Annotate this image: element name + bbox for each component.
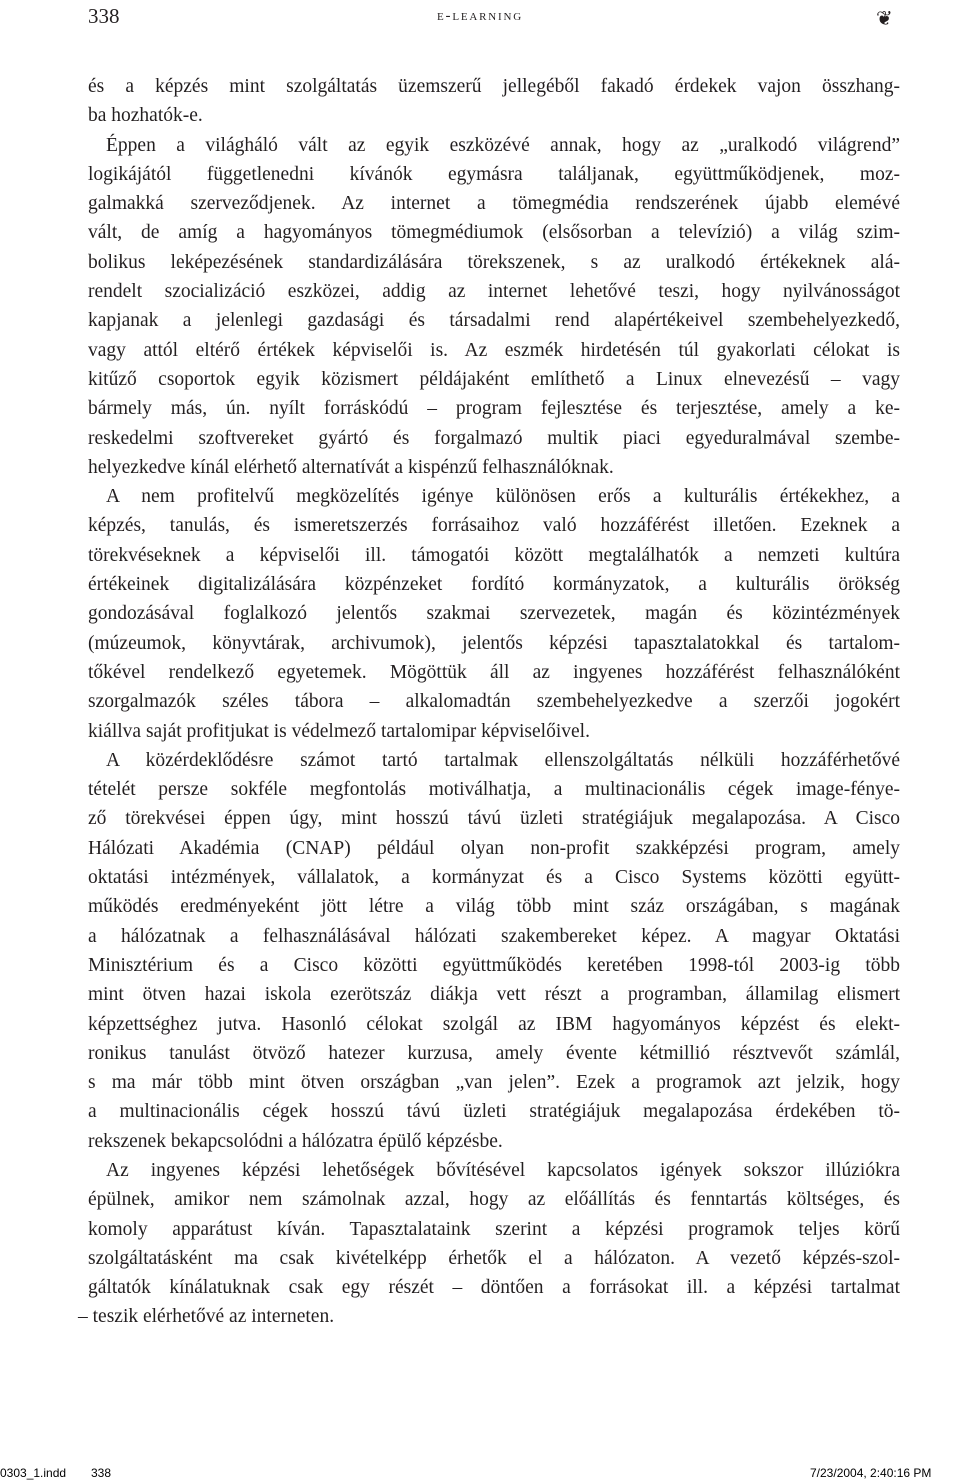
body-line: komoly apparátust kíván. Tapasztalataink szerint a képzési programok teljes körű [88,1218,900,1240]
body-line: vagy attól eltérő értékek képviselői is. Az eszmék hirdetésén túl gyakorlati célokat is [88,339,900,361]
page-number: 338 [88,4,120,28]
body-line: ző törekvései éppen úgy, mint hosszú távú üzleti stratégiájuk megalapozása. A Cisco [88,808,900,830]
body-line: bolikus leképezésének standardizálására törekszenek, s az uralkodó értékeknek alá- [88,251,900,273]
body-line: képzés, tanulás, és ismeretszerzés forrásaihoz való hozzáférést illetően. Ezeknek a [88,515,900,537]
slug-timestamp: 7/23/2004, 2:40:16 PM [810,1466,932,1480]
body-line: helyezkedve kínál elérhető alternatívát a kispénzű felhasználóknak. [88,456,614,478]
running-header [0,2,960,32]
body-line: kitűző csoportok egyik közismert példájaként említhető a Linux elnevezésű – vagy [88,368,900,390]
body-line: tőkével rendelkező egyetemek. Mögöttük áll az ingyenes hozzáférést felhasználóként [88,661,900,683]
paragraph-first-line: Az ingyenes képzési lehetőségek bővítésével kapcsolatos igények sokszor illúziókra [106,1159,900,1181]
body-line: épülnek, amikor nem számolnak azzal, hogy az előállítás és fenntartás költséges, és [88,1189,900,1211]
body-line: reskedelmi szoftvereket gyártó és forgalmazó multik piaci egyeduralmával szembe- [88,427,900,449]
body-line: rekszenek bekapcsolódni a hálózatra épülő képzésbe. [88,1130,503,1152]
running-title: e-learning [437,8,523,24]
body-line: törekvéseknek a képviselői ill. támogatói között megtalálhatók a nemzeti kultúra [88,544,900,566]
body-line: rendelt szocializáció eszközei, addig az internet lehetővé teszi, hogy nyilvánosságot [88,281,900,303]
body-text [78,72,900,1332]
body-line: bármely más, ún. nyílt forráskódú – program fejlesztése és terjesztése, amely a ke- [88,398,900,420]
body-line: a multinacionális cégek hosszú távú üzleti stratégiájuk megalapozása érdekében tö- [88,1101,900,1123]
body-line: ba hozhatók-e. [88,105,203,127]
body-line: oktatási intézmények, vállalatok, a kormányzat és a Cisco Systems közötti együtt- [88,867,900,889]
body-line: a hálózatnak a felhasználásával hálózati szakembereket képez. A magyar Oktatási [88,925,900,947]
body-line: ronikus tanulást ötvöző hatezer kurzusa, amely évente kétmillió résztvevőt számlál, [88,1042,900,1064]
body-line: gáltatók kínálatuknak csak egy részét – döntően a forrásokat ill. a képzési tartalmat [88,1277,900,1299]
body-line: és a képzés mint szolgáltatás üzemszerű jellegéből fakadó érdekek vajon összhang- [88,76,900,97]
body-line: működés eredményeként jött létre a világ több mint száz országában, s magának [88,896,900,918]
body-line: Hálózati Akadémia (CNAP) például olyan non-profit szakképzési program, amely [88,837,900,859]
body-line: – teszik elérhetővé az interneten. [78,1306,335,1328]
body-line: mint ötven hazai iskola ezerötszáz diákja vett részt a programban, államilag elismert [88,984,900,1006]
body-line: kapjanak a jelenlegi gazdasági és társadalmi rend alapértékeivel szembehelyezkedő, [88,310,900,332]
paragraph-first-line: Éppen a világháló vált az egyik eszközévé annak, hogy az „uralkodó világrend” [106,134,900,156]
body-line: galmakká szerveződjenek. Az internet a tömegmédia rendszerének újabb elemévé [88,193,900,215]
body-line: képzettséghez jutva. Hasonló célokat szolgál az IBM hagyományos képzést és elekt- [88,1013,900,1035]
body-line: (múzeumok, könyvtárak, archivumok), jelentős képzési tapasztalatokkal és tartalom- [88,632,900,654]
body-line: kiállva saját profitjukat is védelmező tartalomipar képviselőivel. [88,720,590,742]
body-line: vált, de amíg a hagyományos tömegmédiumok (elsősorban a televízió) a világ szim- [88,222,900,244]
paragraph-first-line: A nem profitelvű megközelítés igénye különösen erős a kulturális értékekhez, a [106,486,900,508]
paragraph-first-line: A közérdeklődésre számot tartó tartalmak ellenszolgáltatás nélküli hozzáférhetővé [106,749,900,771]
slug-file-name: 0303_1.indd [0,1466,67,1480]
body-line: tételét persze sokféle megfontolás motiválhatja, a multinacionális cégek image-fénye- [88,779,900,801]
body-line: Minisztérium és a Cisco közötti együttműködés keretében 1998-tól 2003-ig több [88,954,900,976]
body-line: értékeinek digitalizálására közpénzeket fordító kormányzatok, a kulturális örökség [88,574,900,596]
body-line: s ma már több mint ötven országban „van jelen”. Ezek a programok azt jelzik, hogy [88,1072,900,1094]
body-line: szolgáltatásként ma csak kivételképp érhetők el a hálózaton. A vezető képzés-szol- [88,1247,900,1269]
body-line: szorgalmazók széles tábora – alkalomadtán szembehelyezkedve a szerzői jogokért [88,691,900,713]
body-line: logikájától függetlenedni kívánók egymásra találjanak, együttműködjenek, moz- [88,163,900,185]
fleuron-ornament-icon: ❦ [876,8,893,30]
body-line: gondozásával foglalkozó jelentős szakmai szervezetek, magán és közintézmények [88,603,900,625]
slug-page-number: 338 [91,1466,112,1480]
